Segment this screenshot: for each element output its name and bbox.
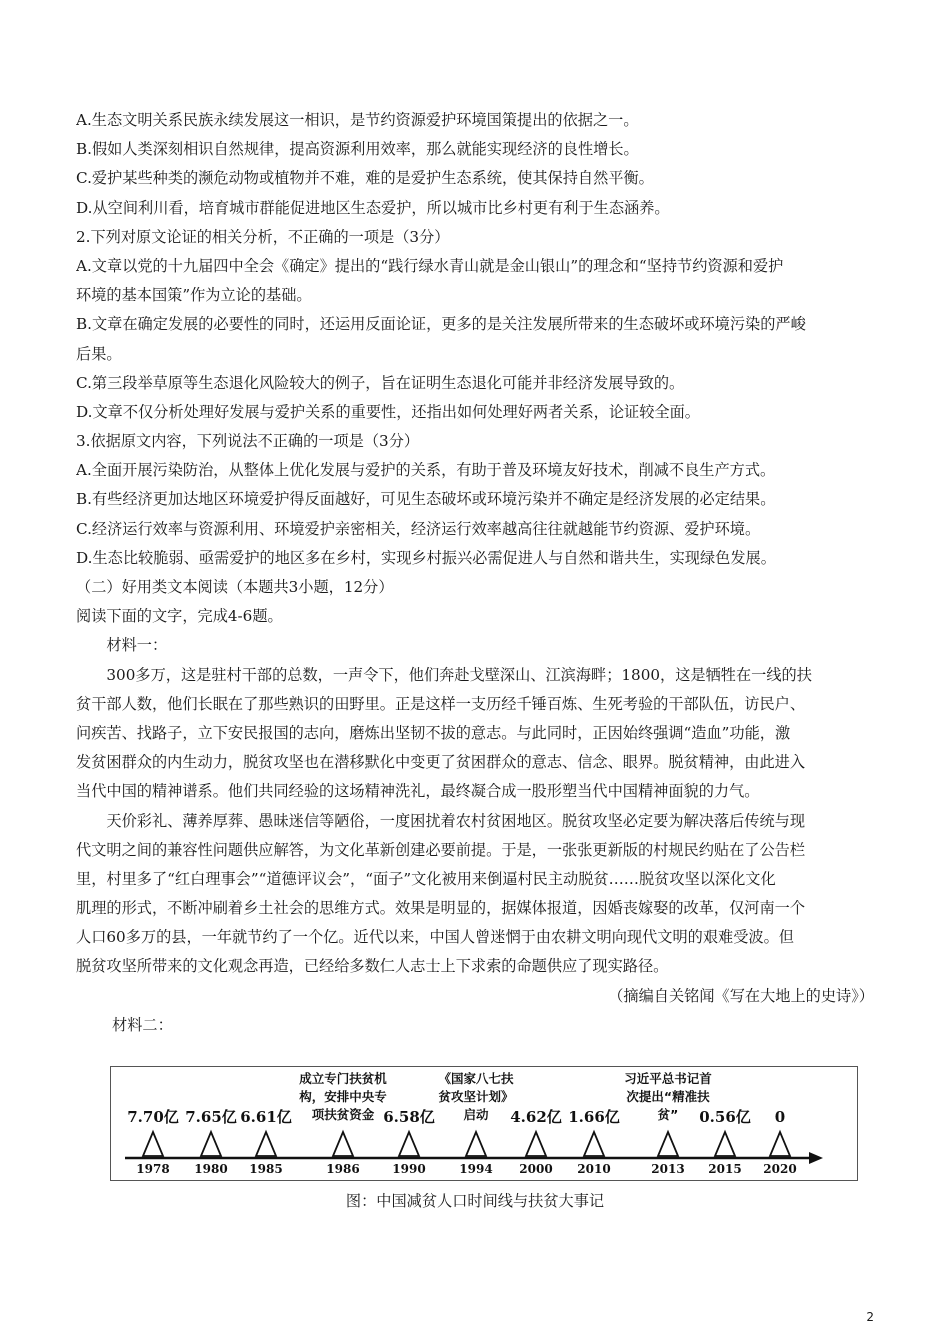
timeline-year-label: 1986 [326,1162,360,1176]
timeline-year-label: 1994 [459,1162,493,1176]
text-line: 天价彩礼、薄养厚葬、愚昧迷信等陋俗，一度困扰着农村贫困地区。脱贫攻坚必定要为解决落后传统与现 [106,811,806,830]
text-line: C.第三段举草原等生态退化风险较大的例子，旨在证明生态退化可能并非经济发展导致的。 [76,373,685,392]
timeline-event-text: 《国家八七扶 [438,1071,514,1086]
timeline-chart [111,1067,857,1180]
text-line: A.全面开展污染防治，从整体上优化发展与爱护的关系，有助于普及环境友好技术，削减不良生产方式。 [76,461,776,480]
timeline-marker [770,1132,790,1156]
timeline-arrowhead [809,1152,823,1164]
text-line: （二）好用类文本阅读（本题共3小题，12分） [76,578,394,596]
figure-caption: 图：中国减贫人口时间线与扶贫大事记 [345,1192,605,1210]
timeline-year-label: 2010 [577,1162,611,1176]
text-line: 人口60多万的县，一年就节约了一个亿。近代以来，中国人曾迷惘于由农耕文明向现代文明的艰难受波。但 [76,928,794,947]
timeline-event-text: 贫” [657,1107,679,1122]
timeline-event-text: 构，安排中央专 [299,1089,387,1104]
text-line: D.文章不仅分析处理好发展与爱护关系的重要性，还指出如何处理好两者关系，论证较全面。 [76,402,700,421]
timeline-value-label: 0.56亿 [699,1108,751,1126]
timeline-marker [526,1132,546,1156]
timeline-value-label: 7.65亿 [185,1108,237,1126]
text-line: 代文明之间的兼容性问题供应解答，为文化革新创建必要前提。于是，一张张更新版的村规民约贴在了公告栏 [76,840,805,859]
text-line: A.文章以党的十九届四中全会《确定》提出的“践行绿水青山就是金山银山”的理念和“坚持节约资源和爱护 [76,256,784,275]
timeline-event-text: 项扶贫资金 [311,1107,375,1122]
text-line: 阅读下面的文字，完成4-6题。 [76,607,283,626]
timeline-year-label: 1980 [194,1162,228,1176]
text-line: （摘编自关铭闻《写在大地上的史诗》） [608,986,874,1005]
timeline-year-label: 2020 [763,1162,797,1176]
text-line: B.有些经济更加达地区环境爱护得反面越好，可见生态破坏或环境污染并不确定是经济发展的必定结果。 [76,490,776,509]
timeline-year-label: 2015 [708,1162,742,1176]
text-line: 贫干部人数，他们长眠在了那些熟识的田野里。正是这样一支历经千锤百炼、生死考验的干部队伍，访民户、 [76,694,805,713]
text-line: 里，村里多了“红白理事会”“道德评议会”，“面子”文化被用来倒逼村民主动脱贫……脱贫攻坚以深化文化 [76,869,776,888]
timeline-marker [658,1132,678,1156]
text-line: 问疾苦、找路子，立下安民报国的志向，磨炼出坚韧不拔的意志。与此同时，正因始终强调“造血”功能，激 [76,723,791,742]
page-number: 2 [866,1310,874,1324]
text-line: B.文章在确定发展的必要性的同时，还运用反面论证，更多的是关注发展所带来的生态破坏或环境污染的严峻 [76,315,806,334]
timeline-marker [333,1132,353,1156]
timeline-event-text: 成立专门扶贫机 [299,1071,387,1086]
text-line: C.爱护某些种类的濒危动物或植物并不难，难的是爱护生态系统，使其保持自然平衡。 [76,169,654,188]
timeline-year-label: 2000 [519,1162,553,1176]
timeline-event-text: 习近平总书记首 [624,1071,712,1086]
text-line: 发贫困群众的内生动力，脱贫攻坚也在潜移默化中变更了贫困群众的意志、信念、眼界。脱贫精神，由此进入 [76,753,805,772]
timeline-value-label: 0 [774,1108,786,1126]
timeline-marker [143,1132,163,1156]
text-line: 脱贫攻坚所带来的文化观念再造，已经给多数仁人志士上下求索的命题供应了现实路径。 [76,957,669,976]
timeline-year-label: 2013 [651,1162,685,1176]
text-line: A.生态文明关系民族永续发展这一相识，是节约资源爱护环境国策提出的依据之一。 [76,111,639,129]
timeline-marker [466,1132,486,1156]
text-line: 3.依据原文内容，下列说法不正确的一项是（3分） [76,432,420,451]
text-line: 材料一： [106,636,168,655]
timeline-year-label: 1990 [392,1162,426,1176]
timeline-marker [399,1132,419,1156]
text-line: B.假如人类深刻相识自然规律，提高资源利用效率，那么就能实现经济的良性增长。 [76,140,639,159]
timeline-year-label: 1978 [136,1162,170,1176]
text-line: 当代中国的精神谱系。他们共同经验的这场精神洗礼，最终凝合成一股形塑当代中国精神面貌的力气。 [76,782,760,801]
timeline-value-label: 1.66亿 [568,1108,620,1126]
text-line: 环境的基本国策”作为立论的基础。 [76,286,312,305]
poverty-timeline-figure [110,1066,858,1181]
timeline-event-text: 贫攻坚计划》 [438,1089,514,1104]
timeline-marker [201,1132,221,1156]
article-text [76,106,876,1040]
timeline-value-label: 6.61亿 [240,1108,292,1126]
text-line: 材料二： [112,1015,173,1034]
text-line: 后果。 [76,344,122,363]
timeline-event-text: 启动 [463,1107,489,1122]
text-line: 2.下列对原文论证的相关分析，不正确的一项是（3分） [76,227,450,246]
timeline-marker [584,1132,604,1156]
timeline-year-label: 1985 [249,1162,283,1176]
text-line: 肌理的形式，不断冲刷着乡土社会的思维方式。效果是明显的，据媒体报道，因婚丧嫁娶的改革，仅河南一个 [76,899,805,918]
timeline-value-label: 6.58亿 [383,1108,435,1126]
timeline-event-text: 次提出“精准扶 [626,1089,710,1104]
text-line: D.从空间利川看，培育城市群能促进地区生态爱护，所以城市比乡村更有利于生态涵养。 [76,198,670,217]
timeline-marker [256,1132,276,1156]
text-line: C.经济运行效率与资源利用、环境爱护亲密相关，经济运行效率越高往往就越能节约资源、爱护环境。 [76,519,761,538]
text-line: D.生态比较脆弱、亟需爱护的地区多在乡村，实现乡村振兴必需促进人与自然和谐共生，实现绿色发展。 [76,548,776,567]
timeline-marker [715,1132,735,1156]
timeline-value-label: 7.70亿 [127,1108,179,1126]
text-line: 300多万，这是驻村干部的总数，一声令下，他们奔赴戈壁深山、江滨海畔；1800，这是牺牲在一线的扶 [106,665,812,684]
timeline-value-label: 4.62亿 [510,1108,562,1126]
